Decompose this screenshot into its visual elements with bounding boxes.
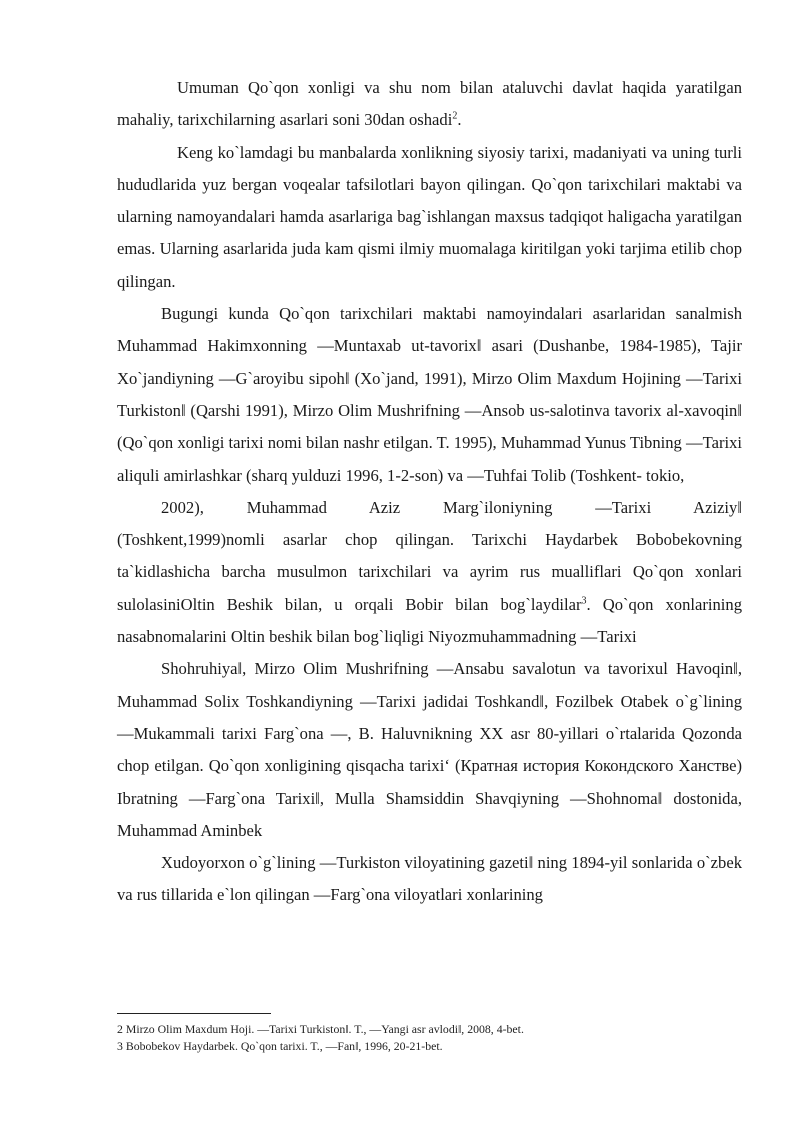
paragraph: 2002), Muhammad Aziz Marg`iloniyning ―Tarixi Aziziy‖ bbox=[161, 497, 742, 517]
paragraph: Bugungi kunda Qo`qon tarixchilari maktabi namoyindalari asarlaridan sanalmish Muhammad Hakimxonning ―Muntaxab ut-tavorix‖ asari (Dushanbe, 1984-1985), Tajir Xo`jandiyning ―G`aroyibu sipoh‖ (Xo`jand, 1991), Mirzo Olim Maxdum Hojining ―Tarixi Turkiston‖ (Qarshi 1991), Mirzo Olim Mushrifning ―Ansob us-salotinva tavorix al-xavoqin‖ (Qo`qon xonligi tarixi nomi bilan nashr etilgan. T. 1995), Muhammad Yunus Tibning ―Tarixi aliquli amirlashkar (sharq yulduzi 1996, 1-2-son) va ―Tuhfai Tolib (Toshkent- tokio, bbox=[117, 304, 742, 485]
footnote: 2 Mirzo Olim Maxdum Hoji. ―Tarixi Turkiston‖. T., ―Yangi asr avlodi‖, 2008, 4-bet. bbox=[117, 1022, 524, 1036]
footnote-ref: 2 bbox=[452, 110, 458, 122]
paragraph: Xudoyorxon o`g`lining ―Turkiston viloyatining gazeti‖ ning 1894-yil sonlarida o`zbek va rus tillarida e`lon qilingan ―Farg`ona viloyatlari xonlarining bbox=[117, 853, 742, 905]
footnote-divider bbox=[117, 1013, 271, 1014]
footnote: 3 Bobobekov Haydarbek. Qo`qon tarixi. T., ―Fan‖, 1996, 20-21-bet. bbox=[117, 1039, 443, 1053]
paragraph: Shohruhiya‖, Mirzo Olim Mushrifning ―Ansabu savalotun va tavorixul Havoqin‖, Muhammad Solix Toshkandiyning ―Tarixi jadidai Toshkand‖, Fozilbek Otabek o`g`lining ―Mukammali tarixi Farg`ona ―, B. Haluvnikning XX asr 80-yillari o`rtalarida Qozonda chop etilgan. Qo`qon xonligining qisqacha tarixi‘ (Кратная история Кокондского Ханстве) Ibratning ―Farg`ona Tarixi‖, Mulla Shamsiddin Shavqiyning ―Shohnoma‖ dostonida, Muhammad Aminbek bbox=[117, 659, 742, 840]
paragraph: (Toshkent,1999)nomli asarlar chop qilingan. Tarixchi Haydarbek Bobobekovning ta`kidlashicha barcha musulmon tarixchilari va ayrim rus mualliflari Qo`qon xonlari sulolasiniOltin Beshik bilan, u orqali Bobir bilan bog`laydilar$^3$. Qo`qon xonlarining nasabnomalarini Oltin beshik bilan bog`liqligi Niyozmuhammadning ―Tarixi bbox=[117, 530, 742, 647]
footnotes bbox=[117, 1021, 757, 1055]
body-text bbox=[117, 72, 742, 912]
paragraph: Umuman Qo`qon xonligi va shu nom bilan ataluvchi davlat haqida yaratilgan mahaliy, tarixchilarning asarlari soni 30dan oshadi$^2$. bbox=[117, 78, 742, 130]
paragraph: Keng ko`lamdagi bu manbalarda xonlikning siyosiy tarixi, madaniyati va uning turli hududlarida yuz bergan voqealar tafsilotlari bayon qilingan. Qo`qon tarixchilari maktabi va ularning namoyandalari hamda asarlariga bag`ishlangan maxsus tadqiqot haligacha yaratilgan emas. Ularning asarlarida juda kam qismi ilmiy muomalaga kiritilgan yoki tarjima etilib chop qilingan. bbox=[117, 142, 742, 291]
footnote-ref: 3 bbox=[581, 595, 587, 607]
